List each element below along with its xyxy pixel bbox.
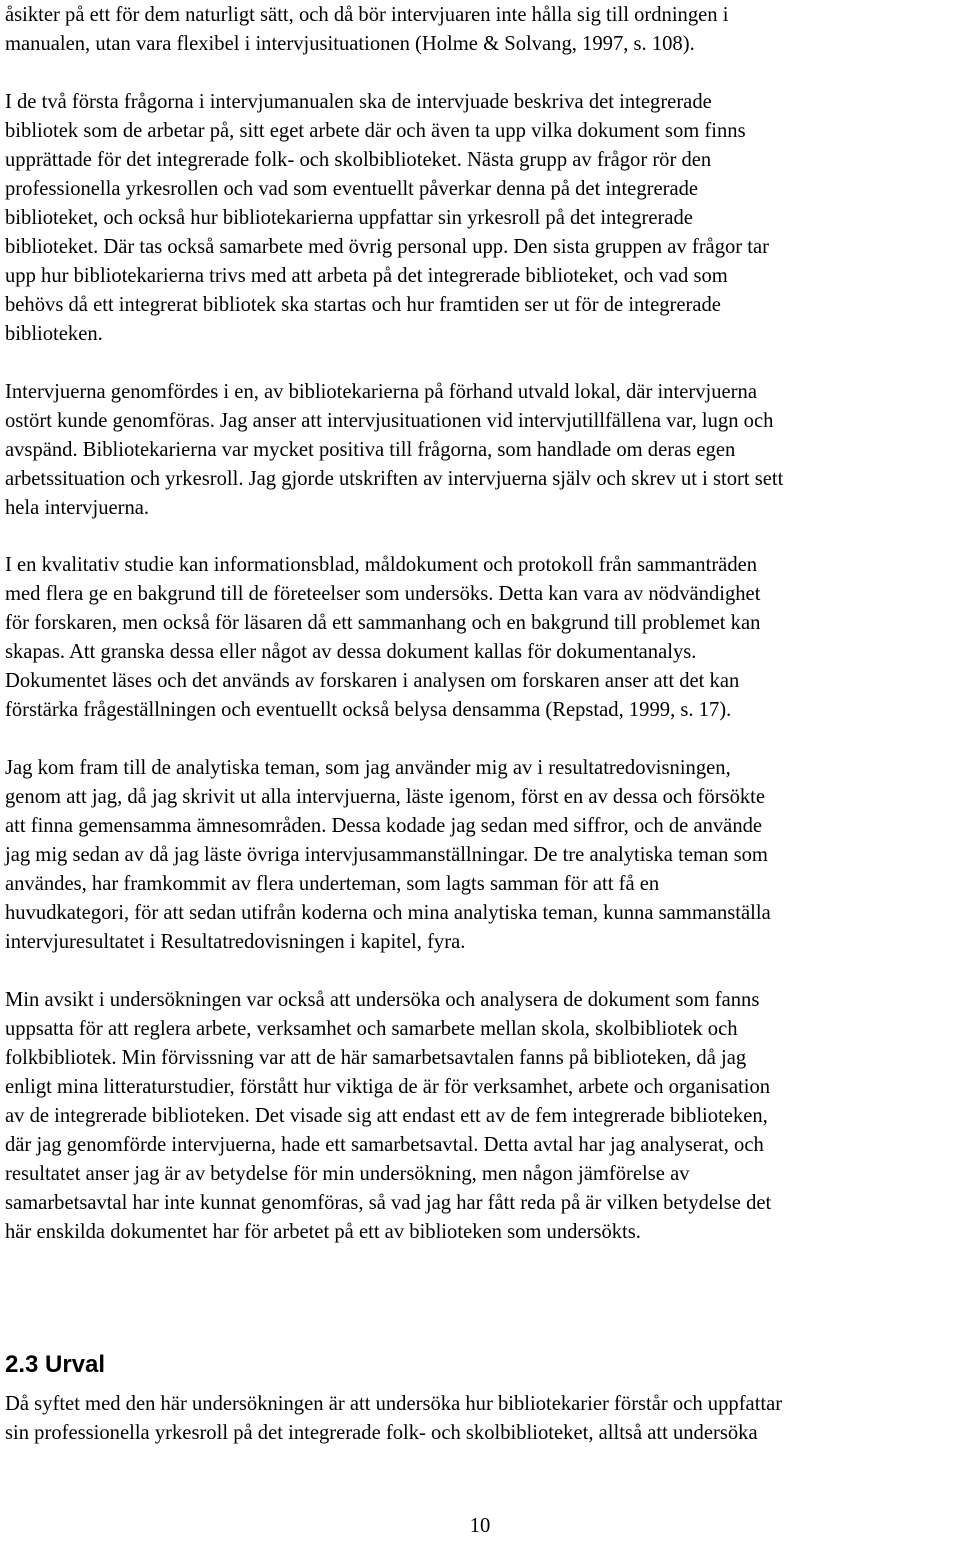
text-line: förstärka frågeställningen och eventuellt också belysa densamma (Repstad, 1999, s. 17). (5, 699, 732, 721)
text-line: I en kvalitativ studie kan informationsblad, måldokument och protokoll från sammanträden (5, 554, 758, 576)
text-line: bibliotek som de arbetar på, sitt eget arbete där och även ta upp vilka dokument som finns (5, 120, 746, 142)
text-line: professionella yrkesrollen och vad som eventuellt påverkar denna på det integrerade (5, 178, 699, 200)
text-line: I de två första frågorna i intervjumanualen ska de intervjuade beskriva det integrerade (5, 91, 712, 113)
text-line: arbetssituation och yrkesroll. Jag gjorde utskriften av intervjuerna själv och skrev ut i stort sett (5, 468, 784, 490)
text-line: Dokumentet läses och det används av forskaren i analysen om forskaren anser att det kan (5, 670, 740, 692)
text-line: folkbibliotek. Min förvissning var att de här samarbetsavtalen fanns på biblioteken, då jag (5, 1047, 747, 1069)
text-line: där jag genomförde intervjuerna, hade ett samarbetsavtal. Detta avtal har jag analyserat, och (5, 1134, 764, 1156)
text-line: Då syftet med den här undersökningen är att undersöka hur bibliotekarier förstår och uppfattar (5, 1393, 783, 1415)
text-line: biblioteket, och också hur bibliotekarierna uppfattar sin yrkesroll på det integrerade (5, 207, 693, 229)
text-line: resultatet anser jag är av betydelse för min undersökning, men någon jämförelse av (5, 1163, 690, 1185)
text-line: enligt mina litteraturstudier, förstått hur viktiga de är för verksamhet, arbete och organisation (5, 1076, 771, 1098)
text-line: samarbetsavtal har inte kunnat genomföras, så vad jag har fått reda på är vilken betydelse det (5, 1192, 772, 1214)
text-line: Intervjuerna genomfördes i en, av bibliotekarierna på förhand utvald lokal, där intervjuerna (5, 381, 757, 403)
text-line: användes, har framkommit av flera underteman, som lagts samman för att få en (5, 873, 660, 895)
text-line: behövs då ett integrerat bibliotek ska startas och hur framtiden ser ut för de integrerade (5, 294, 721, 316)
text-line: av de integrerade biblioteken. Det visade sig att endast ett av de fem integrerade biblioteken, (5, 1105, 768, 1127)
text-line: skapas. Att granska dessa eller något av dessa dokument kallas för dokumentanalys. (5, 641, 697, 663)
text-line: åsikter på ett för dem naturligt sätt, och då bör intervjuaren inte hålla sig till ordningen i (5, 4, 729, 26)
text-line: biblioteken. (5, 323, 103, 345)
text-line: Jag kom fram till de analytiska teman, som jag använder mig av i resultatredovisningen, (5, 757, 731, 779)
text-line: jag mig sedan av då jag läste övriga intervjusammanställningar. De tre analytiska teman som (5, 844, 768, 866)
text-line: ostört kunde genomföras. Jag anser att intervjusituationen vid intervjutillfällena var, lugn och (5, 410, 774, 432)
text-line: manualen, utan vara flexibel i intervjusituationen (Holme & Solvang, 1997, s. 108). (5, 33, 695, 55)
section-heading: 2.3 Urval (5, 1351, 106, 1378)
text-line: avspänd. Bibliotekarierna var mycket positiva till frågorna, som handlade om deras egen (5, 439, 736, 461)
text-line: huvudkategori, för att sedan utifrån koderna och mina analytiska teman, kunna sammanställa (5, 902, 771, 924)
text-line: med flera ge en bakgrund till de företeelser som undersöks. Detta kan vara av nödvändighet (5, 583, 761, 605)
text-line: genom att jag, då jag skrivit ut alla intervjuerna, läste igenom, först en av dessa och försökte (5, 786, 766, 808)
text-line: upprättade för det integrerade folk- och skolbiblioteket. Nästa grupp av frågor rör den (5, 149, 712, 171)
text-line: här enskilda dokumentet har för arbetet på ett av biblioteken som undersökts. (5, 1221, 641, 1243)
text-line: hela intervjuerna. (5, 497, 150, 519)
text-line: biblioteket. Där tas också samarbete med övrig personal upp. Den sista gruppen av frågor tar (5, 236, 770, 258)
text-line: upp hur bibliotekarierna trivs med att arbeta på det integrerade biblioteket, och vad som (5, 265, 728, 287)
text-line: för forskaren, men också för läsaren då ett sammanhang och en bakgrund till problemet kan (5, 612, 761, 634)
page-number: 10 (469, 1515, 491, 1537)
text-line: sin professionella yrkesroll på det integrerade folk- och skolbiblioteket, alltså att undersöka (5, 1422, 758, 1444)
text-line: uppsatta för att reglera arbete, verksamhet och samarbete mellan skola, skolbibliotek och (5, 1018, 738, 1040)
text-line: intervjuresultatet i Resultatredovisningen i kapitel, fyra. (5, 931, 466, 953)
text-line: Min avsikt i undersökningen var också att undersöka och analysera de dokument som fanns (5, 989, 760, 1011)
text-line: att finna gemensamma ämnesområden. Dessa kodade jag sedan med siffror, och de använde (5, 815, 763, 837)
